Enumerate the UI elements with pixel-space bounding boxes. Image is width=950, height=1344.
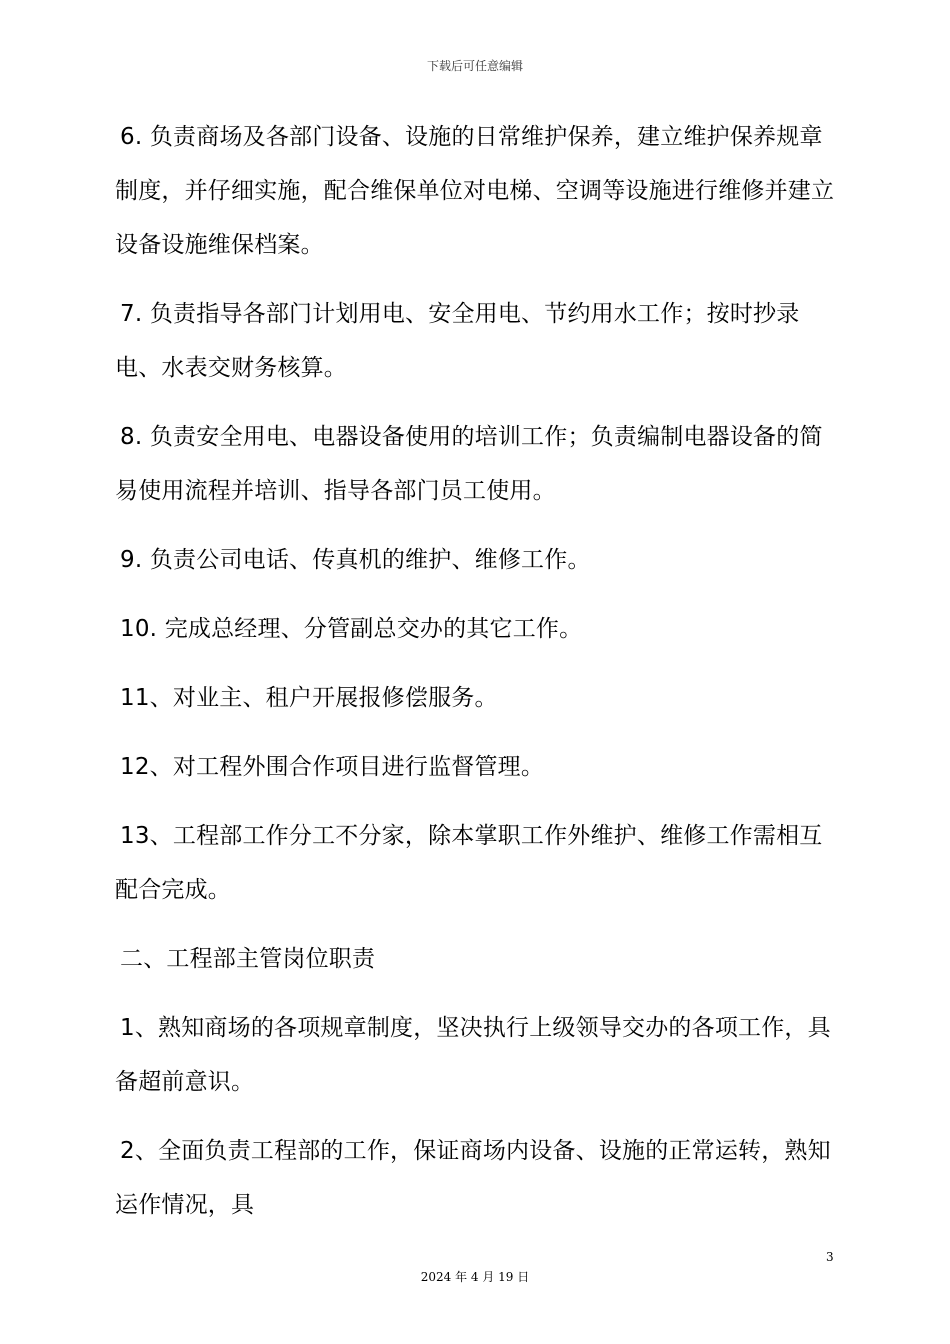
paragraph-item-8: 8. 负责安全用电、电器设备使用的培训工作；负责编制电器设备的简易使用流程并培训、指导各部门员工使用。 xyxy=(115,424,823,504)
paragraph-item-6: 6. 负责商场及各部门设备、设施的日常维护保养，建立维护保养规章制度，并仔细实施，配合维保单位对电梯、空调等设施进行维修并建立设备设施维保档案。 xyxy=(115,124,835,258)
section-heading: 二、工程部主管岗位职责 xyxy=(120,946,376,972)
paragraph-item-11: 11、对业主、租户开展报修偿服务。 xyxy=(120,685,498,711)
paragraph-duty-1: 1、熟知商场的各项规章制度，坚决执行上级领导交办的各项工作，具备超前意识。 xyxy=(115,1015,831,1095)
paragraph-item-10: 10. 完成总经理、分管副总交办的其它工作。 xyxy=(120,616,583,642)
header-note: 下载后可任意编辑 xyxy=(426,59,523,73)
paragraph-item-7: 7. 负责指导各部门计划用电、安全用电、节约用水工作；按时抄录电、水表交财务核算。 xyxy=(115,301,800,381)
paragraph-item-13: 13、工程部工作分工不分家，除本掌职工作外维护、维修工作需相互配合完成。 xyxy=(115,823,823,903)
paragraph-item-12: 12、对工程外围合作项目进行监督管理。 xyxy=(120,754,545,780)
paragraph-item-9: 9. 负责公司电话、传真机的维护、维修工作。 xyxy=(120,547,591,573)
page-number: 3 xyxy=(826,1250,834,1264)
footer-date: 2024 年 4 月 19 日 xyxy=(420,1270,530,1284)
paragraph-duty-2: 2、全面负责工程部的工作，保证商场内设备、设施的正常运转，熟知运作情况，具 xyxy=(115,1138,831,1218)
document-body xyxy=(115,110,840,1247)
